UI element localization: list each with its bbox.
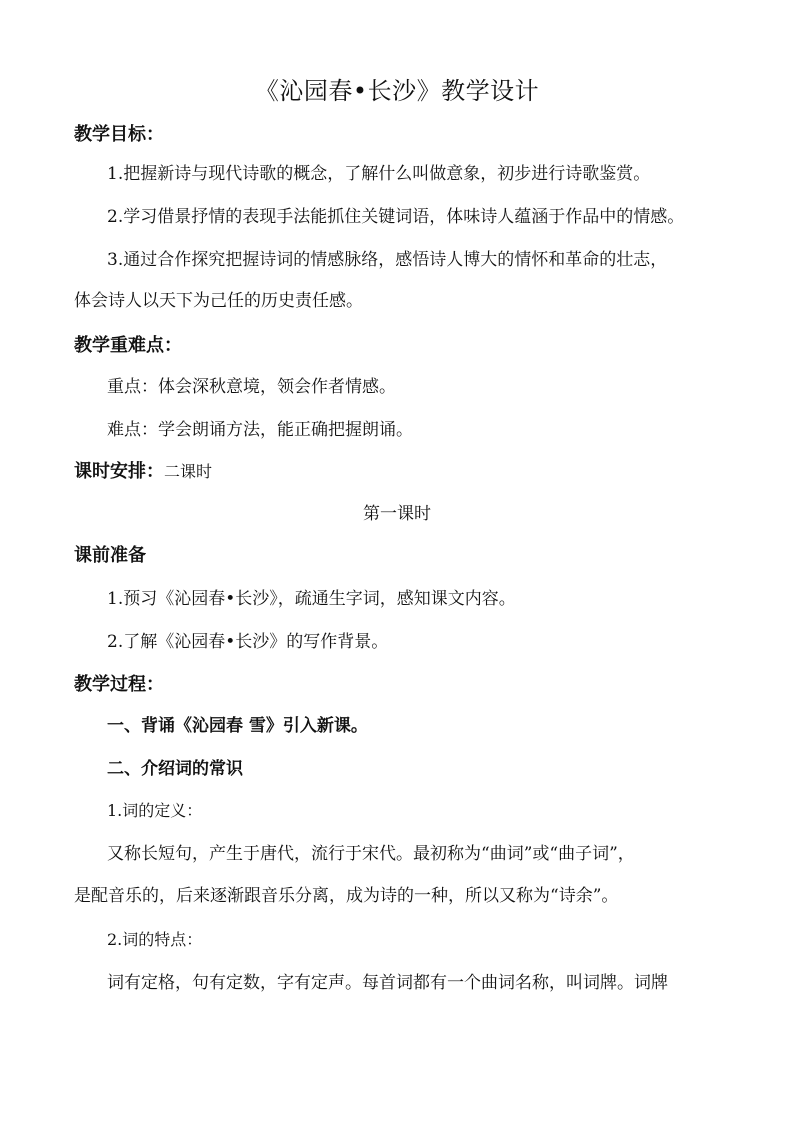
schedule-value: 二课时 — [164, 462, 213, 481]
key-point-focus: 重点：体会深秋意境，领会作者情感。 — [107, 377, 396, 397]
goal-item-3-line-2: 体会诗人以天下为己任的历史责任感。 — [74, 291, 363, 311]
word-features-label: 2.词的特点： — [107, 930, 203, 949]
goal-item-2: 2.学习借景抒情的表现手法能抓住关键词语，体味诗人蕴涵于作品中的情感。 — [107, 207, 685, 227]
prep-item-2: 2.了解《沁园春•长沙》的写作背景。 — [107, 632, 389, 652]
process-heading: 教学过程： — [74, 674, 164, 695]
prep-heading: 课前准备 — [74, 545, 146, 566]
schedule-heading: 课时安排： — [74, 461, 164, 482]
word-definition-line-2: 是配音乐的，后来逐渐跟音乐分离，成为诗的一种，所以又称为“诗余”。 — [74, 886, 619, 906]
document-title: 《沁园春•长沙》教学设计 — [254, 77, 540, 105]
prep-item-1: 1.预习《沁园春•长沙》，疏通生字词，感知课文内容。 — [107, 589, 516, 609]
key-point-difficulty: 难点：学会朗诵方法，能正确把握朗诵。 — [107, 420, 413, 440]
goal-item-1: 1.把握新诗与现代诗歌的概念，了解什么叫做意象，初步进行诗歌鉴赏。 — [107, 164, 651, 184]
word-definition-label: 1.词的定义： — [107, 801, 203, 820]
process-step-2: 二、介绍词的常识 — [107, 759, 243, 779]
lesson-1-title: 第一课时 — [363, 504, 431, 524]
process-step-1: 一、背诵《沁园春 雪》引入新课。 — [107, 716, 368, 736]
schedule-line — [74, 460, 212, 484]
word-definition-line-1: 又称长短句，产生于唐代，流行于宋代。最初称为“曲词”或“曲子词”， — [107, 844, 635, 864]
key-points-heading: 教学重难点： — [74, 335, 182, 356]
teaching-goals-heading: 教学目标： — [74, 124, 164, 145]
word-features-line-1: 词有定格，句有定数，字有定声。每首词都有一个曲词名称，叫词牌。词牌 — [107, 973, 668, 993]
goal-item-3-line-1: 3.通过合作探究把握诗词的情感脉络，感悟诗人博大的情怀和革命的壮志， — [107, 250, 668, 270]
